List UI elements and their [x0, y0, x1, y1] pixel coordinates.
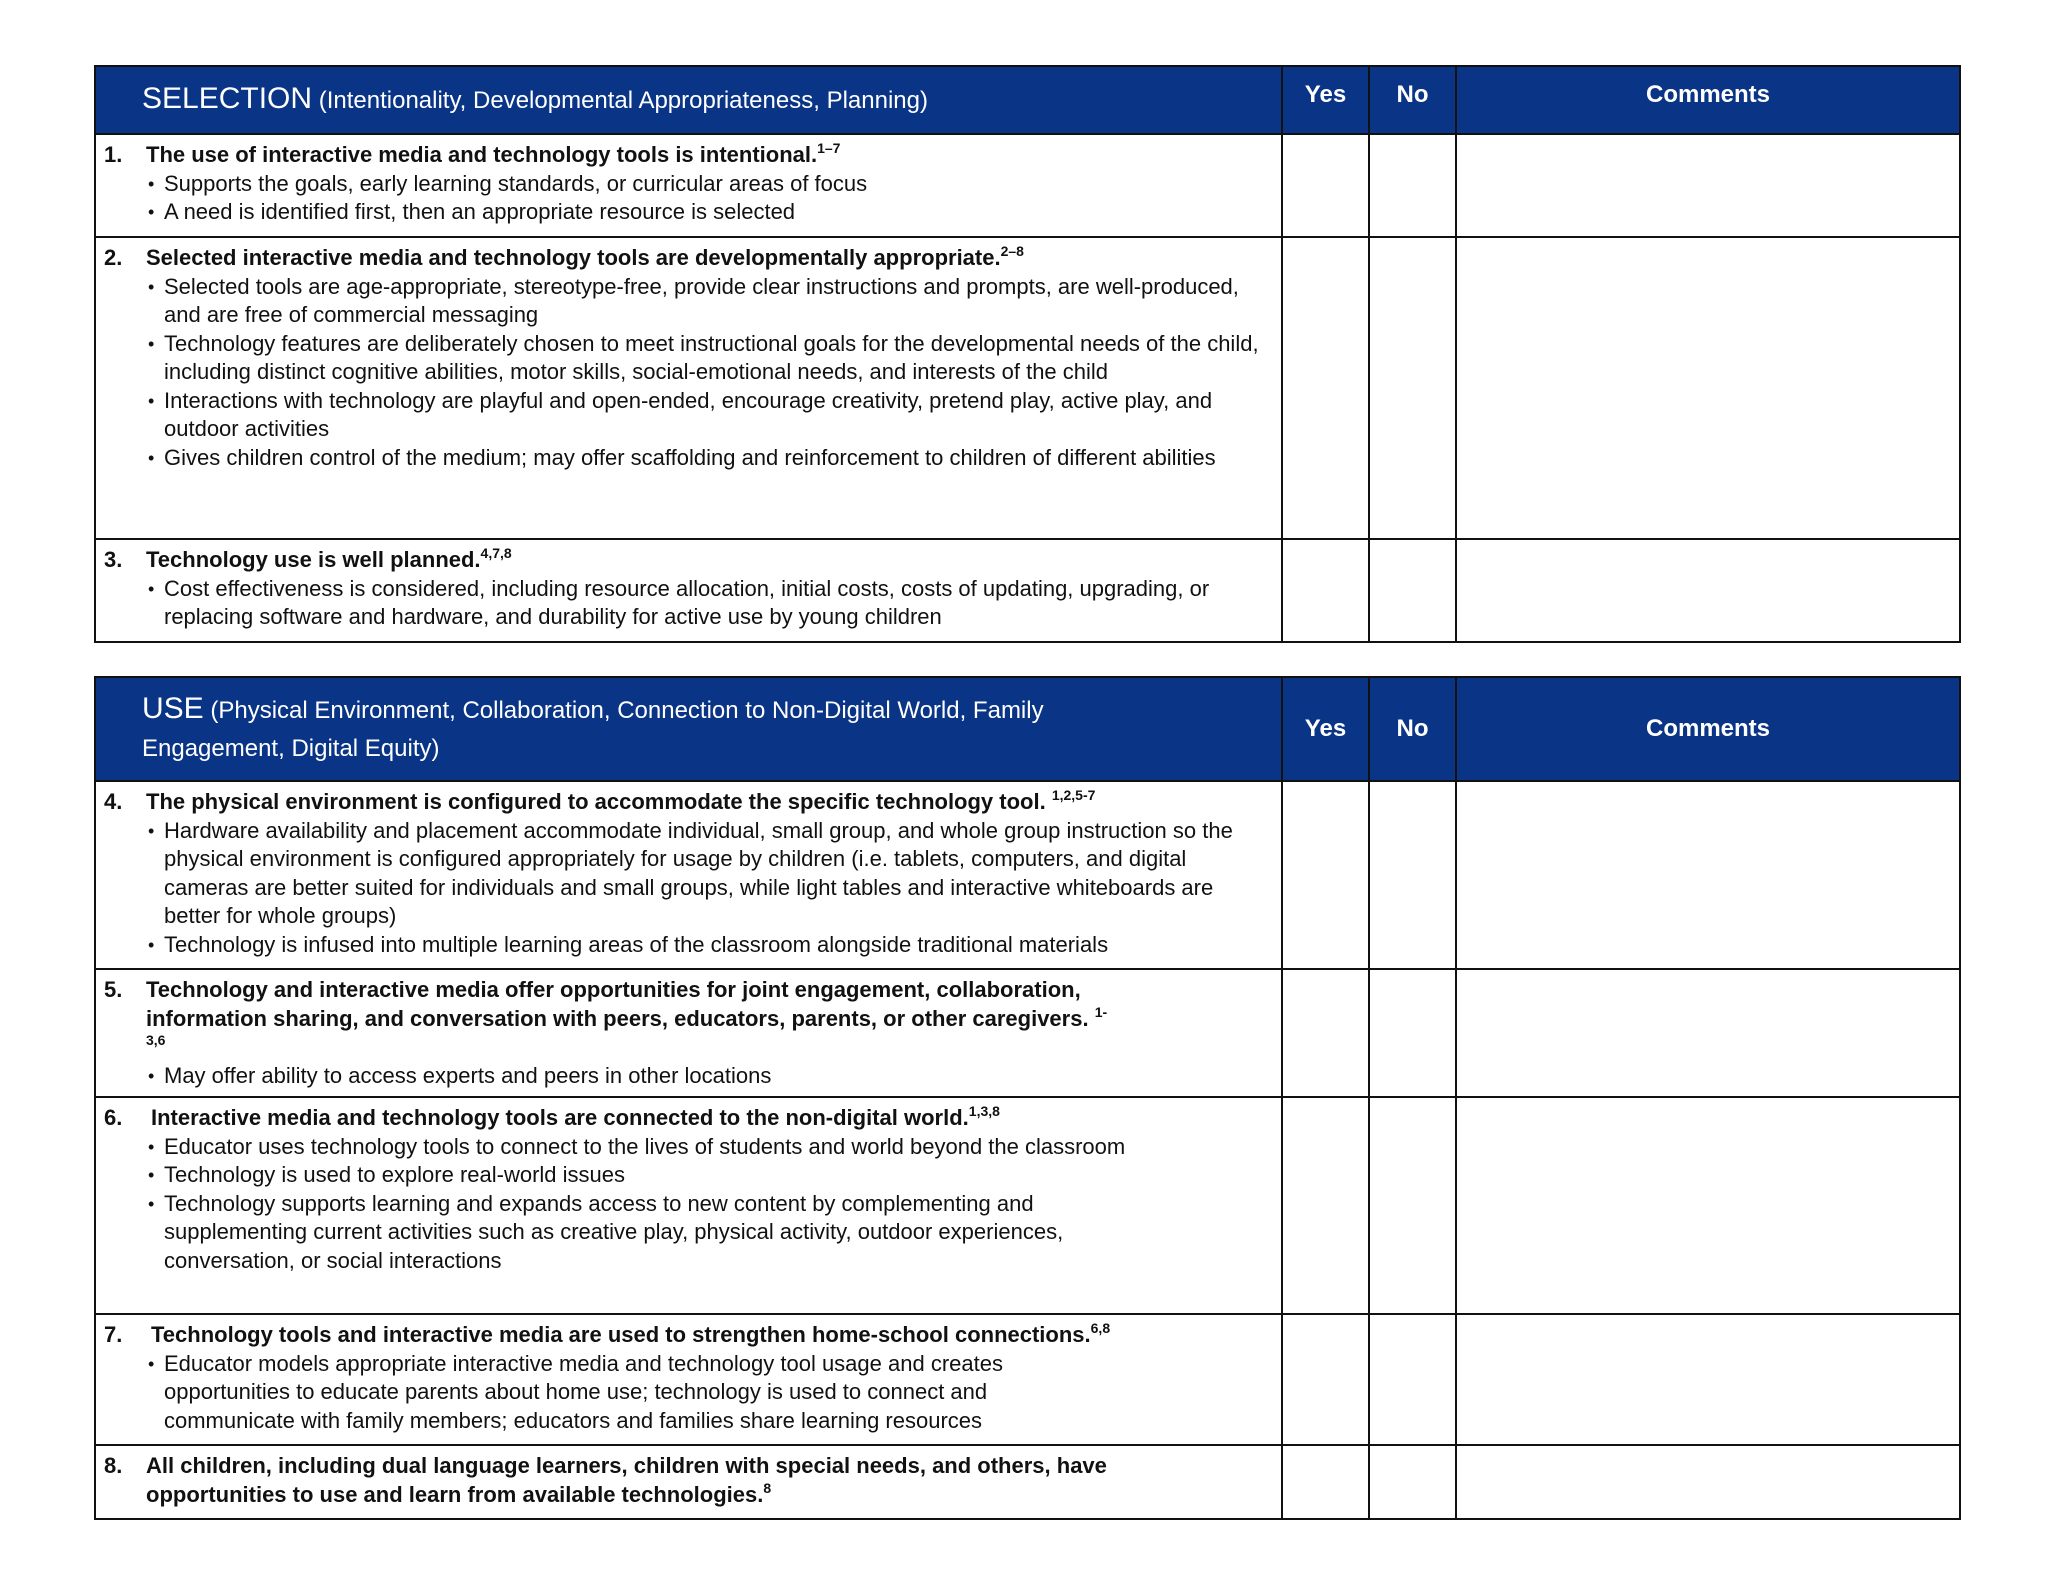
comments-field[interactable]: [1456, 539, 1960, 642]
yes-checkbox-cell[interactable]: [1282, 1314, 1369, 1445]
yes-checkbox-cell[interactable]: [1282, 969, 1369, 1097]
bullet: • May offer ability to access experts and peers in other locations: [146, 1062, 1121, 1091]
bullet: • Cost effectiveness is considered, including resource allocation, initial costs, costs of updating, upgrading, or replacing software and hardware, and durability for active use by young children: [146, 575, 1271, 632]
no-column-header: No: [1369, 677, 1456, 781]
item-number: 8.: [104, 1453, 123, 1478]
item-heading: Selected interactive media and technology tools are developmentally appropriate.$^{2-8}$: [146, 243, 1024, 270]
item-cell: [95, 134, 1282, 237]
item-references: 1,2,5-7: [1051, 787, 1096, 803]
comments-column-header: Comments: [1456, 66, 1960, 134]
section-name: SELECTION: [142, 82, 313, 115]
no-checkbox-cell[interactable]: [1369, 1097, 1456, 1314]
yes-checkbox-cell[interactable]: [1282, 1097, 1369, 1314]
bullet: • Technology is used to explore real-world issues: [146, 1161, 1161, 1190]
no-checkbox-cell[interactable]: [1369, 237, 1456, 539]
no-checkbox-cell[interactable]: [1369, 1445, 1456, 1519]
no-checkbox-cell[interactable]: [1369, 539, 1456, 642]
item-cell: [95, 1445, 1282, 1519]
bullet: • Technology features are deliberately chosen to meet instructional goals for the developmental needs of the child, including distinct cognitive abilities, motor skills, social-emotional needs, and interests of the child: [146, 330, 1271, 387]
comments-field[interactable]: [1456, 969, 1960, 1097]
item-heading: Technology and interactive media offer opportunities for joint engagement, collaboration, information sharing, and conversation with peers, educators, parents, or other caregivers. $^{1-3,6}$: [146, 977, 1108, 1048]
yes-checkbox-cell[interactable]: [1282, 539, 1369, 642]
item-bullets: [104, 575, 1271, 632]
item-bullets: [104, 273, 1271, 473]
item-bullets: [104, 817, 1271, 960]
item-number: 5.: [104, 977, 123, 1002]
selection-checklist-table: [94, 65, 1961, 643]
item-references: 8: [763, 1479, 772, 1496]
bullet: • A need is identified first, then an appropriate resource is selected: [146, 198, 1271, 227]
section-title: [95, 66, 1282, 134]
bullet: • Educator uses technology tools to connect to the lives of students and world beyond the classroom: [146, 1133, 1161, 1162]
comments-field[interactable]: [1456, 1097, 1960, 1314]
checklist-row-4: [95, 781, 1960, 969]
item-cell: [95, 1097, 1282, 1314]
no-column-header: No: [1369, 66, 1456, 134]
no-checkbox-cell[interactable]: [1369, 134, 1456, 237]
item-cell: [95, 539, 1282, 642]
item-cell: [95, 237, 1282, 539]
item-bullets: [104, 170, 1271, 227]
yes-column-header: Yes: [1282, 677, 1369, 781]
comments-column-header: Comments: [1456, 677, 1960, 781]
item-heading: The use of interactive media and technology tools is intentional.$^{1-7}$: [146, 140, 841, 167]
comments-field[interactable]: [1456, 134, 1960, 237]
bullet: • Supports the goals, early learning standards, or curricular areas of focus: [146, 170, 1271, 199]
yes-checkbox-cell[interactable]: [1282, 1445, 1369, 1519]
section-title: [95, 677, 1282, 781]
no-checkbox-cell[interactable]: [1369, 1314, 1456, 1445]
item-number: 6.: [104, 1105, 123, 1130]
item-heading: All children, including dual language learners, children with special needs, and others, have opportunities to use and learn from available technologies.$^8$: [146, 1453, 1107, 1507]
section-subtitle: (Physical Environment, Collaboration, Connection to Non-Digital World, Family Engagement, Digital Equity): [142, 697, 1044, 762]
comments-field[interactable]: [1456, 1314, 1960, 1445]
comments-field[interactable]: [1456, 781, 1960, 969]
item-number: 2.: [104, 245, 123, 270]
item-references: 6,8: [1090, 1320, 1111, 1336]
item-bullets: [104, 1350, 1121, 1436]
checklist-row-5: [95, 969, 1960, 1097]
bullet: • Technology is infused into multiple learning areas of the classroom alongside traditional materials: [146, 931, 1271, 960]
bullet: • Interactions with technology are playful and open-ended, encourage creativity, pretend play, active play, and outdoor activities: [146, 387, 1271, 444]
item-cell: [95, 969, 1282, 1097]
checklist-row-8: [95, 1445, 1960, 1519]
item-references: 2–8: [1000, 243, 1024, 259]
yes-checkbox-cell[interactable]: [1282, 134, 1369, 237]
item-number: 3.: [104, 547, 123, 572]
item-heading: Technology tools and interactive media are used to strengthen home-school connections.$^{6,8}$: [151, 1320, 1111, 1347]
comments-field[interactable]: [1456, 1445, 1960, 1519]
item-bullets: [104, 1133, 1161, 1276]
item-heading: Interactive media and technology tools are connected to the non-digital world.$^{1,3,8}$: [151, 1103, 1000, 1130]
checklist-row-6: [95, 1097, 1960, 1314]
no-checkbox-cell[interactable]: [1369, 969, 1456, 1097]
selection-header-row: [95, 66, 1960, 134]
item-cell: [95, 781, 1282, 969]
bullet: • Gives children control of the medium; may offer scaffolding and reinforcement to children of different abilities: [146, 444, 1271, 473]
checklist-row-7: [95, 1314, 1960, 1445]
use-header-row: [95, 677, 1960, 781]
item-references: 4,7,8: [480, 545, 512, 561]
checklist-row-3: [95, 539, 1960, 642]
yes-checkbox-cell[interactable]: [1282, 781, 1369, 969]
checklist-row-2: [95, 237, 1960, 539]
yes-column-header: Yes: [1282, 66, 1369, 134]
yes-checkbox-cell[interactable]: [1282, 237, 1369, 539]
item-heading: Technology use is well planned.$^{4,7,8}$: [146, 545, 512, 572]
bullet: • Educator models appropriate interactive media and technology tool usage and creates opportunities to educate parents about home use; technology is used to connect and communicate with family members; educators and families share learning resources: [146, 1350, 1121, 1436]
use-checklist-table: [94, 676, 1961, 1520]
section-subtitle: (Intentionality, Developmental Appropriateness, Planning): [318, 87, 928, 114]
bullet: • Selected tools are age-appropriate, stereotype-free, provide clear instructions and prompts, are well-produced, and are free of commercial messaging: [146, 273, 1271, 330]
bullet: • Hardware availability and placement accommodate individual, small group, and whole group instruction so the physical environment is configured appropriately for usage by children (i.e. tablets, computers, and digital cameras are better suited for individuals and small groups, while light tables and interactive whiteboards are better for whole groups): [146, 817, 1271, 931]
item-number: 7.: [104, 1322, 123, 1347]
bullet: • Technology supports learning and expands access to new content by complementing and supplementing current activities such as creative play, physical activity, outdoor experiences, conversation, or social interactions: [146, 1190, 1161, 1276]
item-references: 1,3,8: [968, 1103, 1000, 1119]
comments-field[interactable]: [1456, 237, 1960, 539]
item-number: 4.: [104, 789, 123, 814]
item-number: 1.: [104, 142, 123, 167]
item-references: 1–7: [817, 140, 841, 156]
section-name: USE: [142, 692, 204, 725]
checklist-row-1: [95, 134, 1960, 237]
item-cell: [95, 1314, 1282, 1445]
no-checkbox-cell[interactable]: [1369, 781, 1456, 969]
item-bullets: [104, 1062, 1121, 1091]
item-heading: The physical environment is configured to accommodate the specific technology tool. $^{1,2,5-7}$: [146, 787, 1096, 814]
item-references: 1-3,6: [146, 1003, 1108, 1048]
